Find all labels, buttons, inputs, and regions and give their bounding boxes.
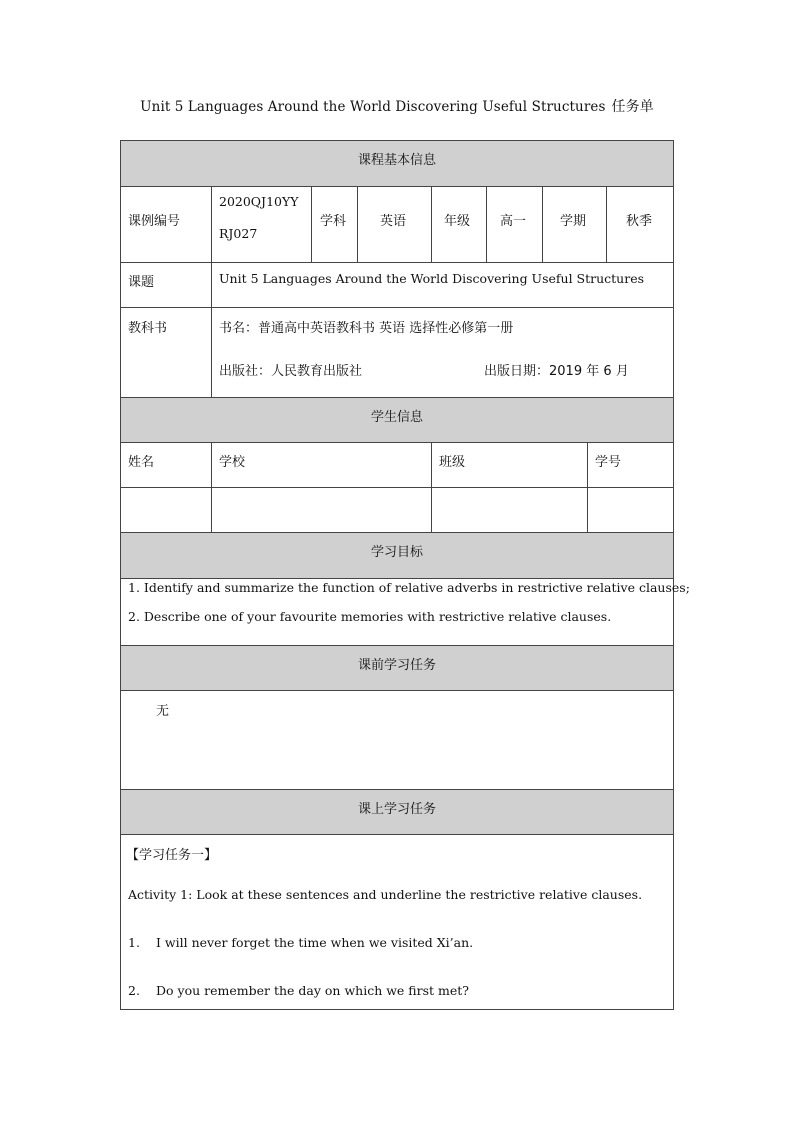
textbook-label: 教科书 (128, 321, 168, 336)
document-title-english: Unit 5 Languages Around the World Discovering Useful Structures (140, 99, 606, 115)
section-objectives: 学习目标 (120, 532, 674, 578)
grade-label: 年级 (444, 214, 471, 229)
term-label: 学期 (560, 214, 587, 229)
document-title-chinese: 任务单 (611, 99, 654, 115)
sentence-1-number: 1. (128, 935, 140, 950)
textbook-publication-date: 出版日期：2019 年 6 月 (484, 364, 629, 379)
student-id-label: 学号 (595, 455, 622, 470)
objective-item-2: 2. Describe one of your favourite memories with restrictive relative clauses. (128, 609, 612, 624)
sentence-1-text: I will never forget the time when we visited Xi’an. (156, 935, 474, 950)
topic-value: Unit 5 Languages Around the World Discovering Useful Structures (219, 271, 645, 286)
section-pre-class-tasks: 课前学习任务 (120, 645, 674, 690)
section-in-class-tasks: 课上学习任务 (120, 789, 674, 834)
textbook-name: 书名：普通高中英语教科书 英语 选择性必修第一册 (219, 321, 514, 336)
activity-one-instruction: Activity 1: Look at these sentences and underline the restrictive relative clauses. (128, 887, 643, 902)
objective-item-1: 1. Identify and summarize the function of relative adverbs in restrictive relative clauses; (128, 580, 690, 595)
term-value: 秋季 (626, 214, 653, 229)
subject-value: 英语 (380, 214, 407, 229)
textbook-publisher: 出版社：人民教育出版社 (219, 364, 363, 379)
grade-value: 高一 (500, 214, 527, 229)
pre-class-content: 无 (156, 704, 170, 719)
student-school-label: 学校 (219, 455, 246, 470)
section-student-info: 学生信息 (120, 397, 674, 442)
sentence-2-text: Do you remember the day on which we first met? (156, 983, 469, 998)
subject-label: 学科 (320, 214, 347, 229)
student-class-label: 班级 (439, 455, 466, 470)
topic-label: 课题 (128, 275, 155, 290)
sentence-2-number: 2. (128, 983, 140, 998)
case-number-line2: RJ027 (219, 226, 258, 241)
case-number-label: 课例编号 (128, 214, 181, 229)
case-number-line1: 2020QJ10YY (219, 194, 299, 209)
section-basic-info: 课程基本信息 (120, 140, 674, 186)
task-sheet-table (120, 140, 690, 1010)
task-one-heading: 【学习任务一】 (126, 848, 218, 863)
student-name-label: 姓名 (128, 455, 155, 470)
document-title (0, 96, 794, 116)
